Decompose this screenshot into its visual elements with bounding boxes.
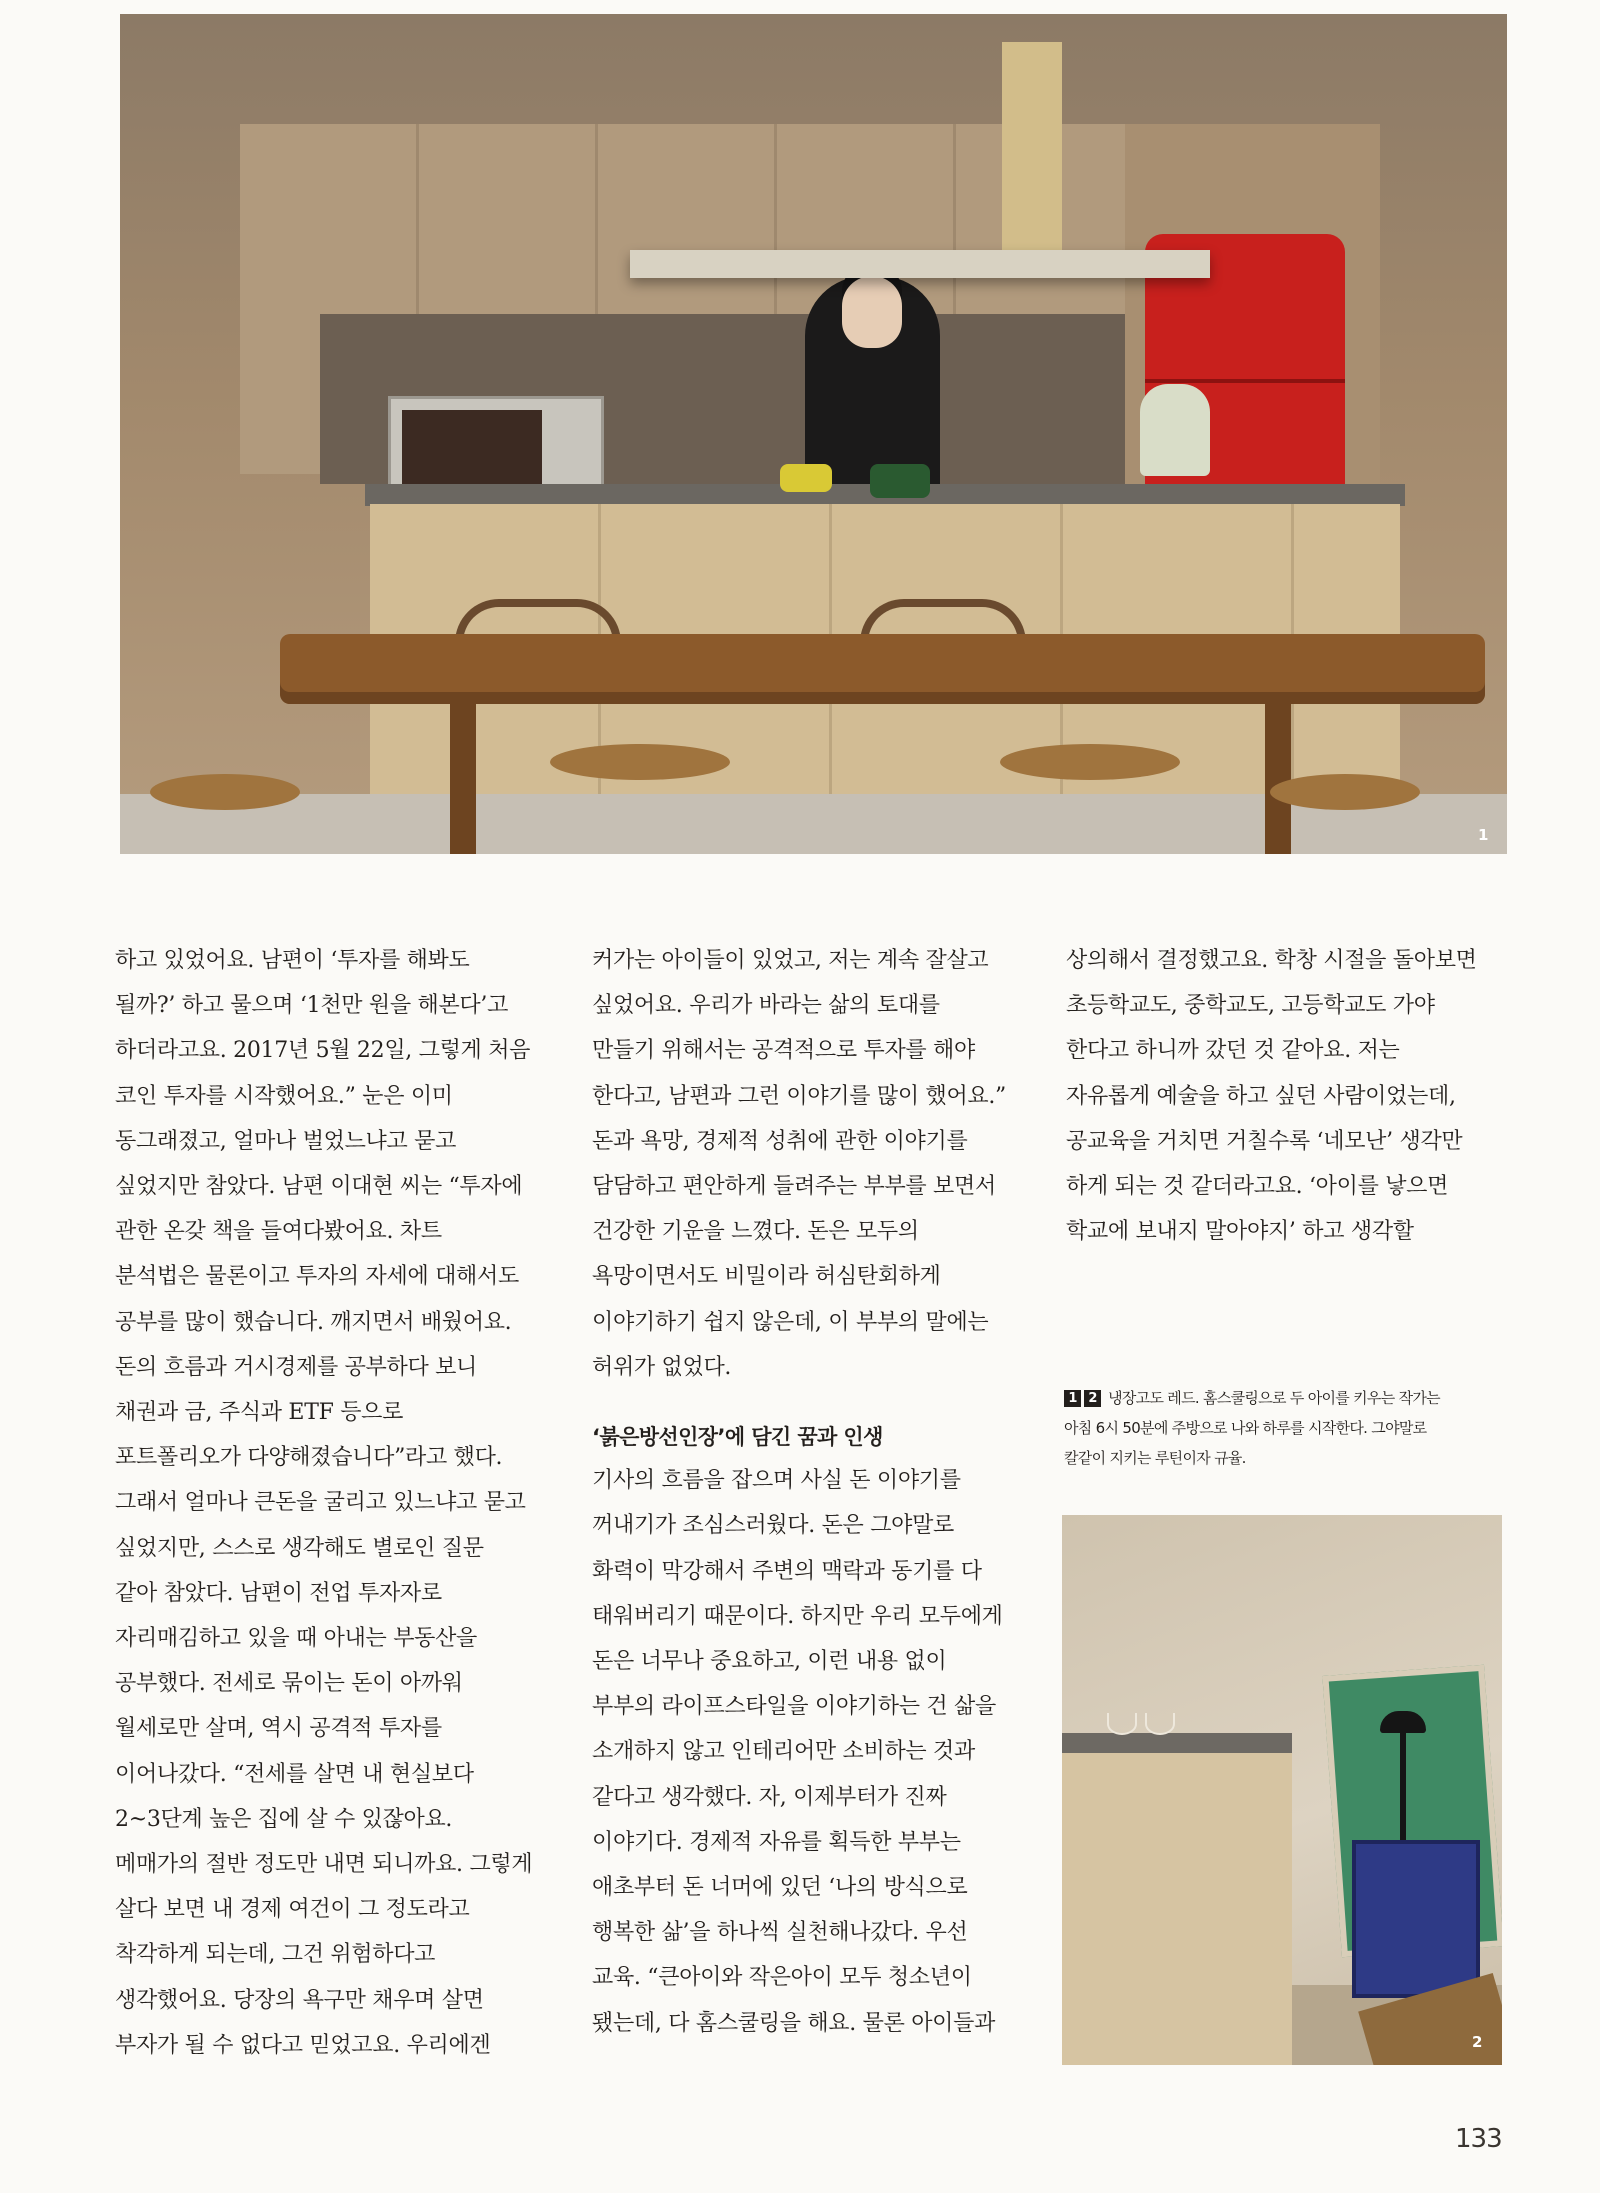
section-subheading: ‘붉은방선인장’에 담긴 꿈과 인생: [592, 1425, 883, 1450]
body-line: 부자가 될 수 없다고 믿었고요. 우리에겐: [115, 2032, 491, 2058]
body-line: 애초부터 돈 너머에 있던 ‘나의 방식으로: [592, 1875, 968, 1901]
body-line: 분석법은 물론이고 투자의 자세에 대해서도: [115, 1264, 519, 1290]
body-line: 관한 온갖 책을 들여다봤어요. 차트: [115, 1219, 442, 1245]
body-line: 커가는 아이들이 있었고, 저는 계속 잘살고: [592, 948, 989, 973]
body-line: 하고 있었어요. 남편이 ‘투자를 해봐도: [115, 948, 470, 973]
body-line: 만들기 위해서는 공격적으로 투자를 해야: [592, 1038, 975, 1064]
cocktail-glass: [1107, 1713, 1137, 1735]
floor-lamp: [1400, 1715, 1406, 1840]
caption-text: 냉장고도 레드. 홈스쿨링으로 두 아이를 키우는 작가는: [1108, 1389, 1440, 1407]
body-line: 욕망이면서도 비밀이라 허심탄회하게: [592, 1264, 941, 1290]
caption-line: [1064, 1383, 1514, 1413]
stand-mixer: [1140, 384, 1210, 476]
body-line: 돈과 욕망, 경제적 성취에 관한 이야기를: [592, 1128, 968, 1154]
photo-number: 2: [1472, 2033, 1483, 2051]
body-line: 태워버리기 때문이다. 하지만 우리 모두에게: [592, 1603, 1003, 1629]
body-line: 자리매김하고 있을 때 아내는 부동산을: [115, 1626, 478, 1652]
body-line: 동그래졌고, 얼마나 벌었느냐고 묻고: [115, 1128, 457, 1154]
body-line: 자유롭게 예술을 하고 싶던 사람이었는데,: [1066, 1083, 1456, 1109]
body-line: 공부했다. 전세로 묶이는 돈이 아까워: [115, 1671, 463, 1697]
body-line: 싶었지만, 스스로 생각해도 별로인 질문: [115, 1535, 484, 1561]
body-line: 싶었지만 참았다. 남편 이대현 씨는 “투자에: [115, 1174, 523, 1200]
interior-photo: [1062, 1515, 1502, 2065]
text-column-1: [115, 938, 545, 2068]
person-head: [842, 276, 902, 348]
body-line: 한다고 하니까 갔던 것 같아요. 저는: [1066, 1038, 1400, 1064]
counter: [1062, 1753, 1292, 2065]
body-line: 같아 참았다. 남편이 전업 투자자로: [115, 1580, 442, 1606]
caption-line: 아침 6시 50분에 주방으로 나와 하루를 시작한다. 그야말로: [1064, 1419, 1427, 1437]
body-line: 상의해서 결정했고요. 학창 시절을 돌아보면: [1066, 948, 1477, 973]
body-line: 꺼내기가 조심스러웠다. 돈은 그야말로: [592, 1513, 955, 1539]
body-line: 허위가 없었다.: [592, 1354, 732, 1380]
fridge-door-split: [1145, 379, 1345, 383]
blue-cabinet: [1352, 1840, 1480, 1998]
body-line: 살다 보면 내 경제 여건이 그 정도라고: [115, 1897, 470, 1923]
body-line: 됐는데, 다 홈스쿨링을 해요. 물론 아이들과: [592, 2010, 996, 2036]
body-line: 이어나갔다. “전세를 살면 내 현실보다: [115, 1761, 474, 1787]
body-line: 학교에 보내지 말아야지’ 하고 생각할: [1066, 1219, 1414, 1245]
chair-seat: [1270, 774, 1420, 810]
caption-line: 칼같이 지키는 루틴이자 규율.: [1064, 1449, 1246, 1467]
yellow-pot: [780, 464, 832, 492]
caption-number-badge: 1: [1064, 1390, 1081, 1407]
body-line: 돈은 너무나 중요하고, 이런 내용 없이: [592, 1649, 947, 1675]
body-line: 월세로만 살며, 역시 공격적 투자를: [115, 1716, 442, 1742]
chair-seat: [150, 774, 300, 810]
dining-table: [280, 634, 1485, 704]
text-column-3: [1066, 938, 1506, 1254]
text-column-2: [592, 938, 1032, 2046]
body-line: 메매가의 절반 정도만 내면 되니까요. 그렇게: [115, 1852, 533, 1878]
chair-seat: [550, 744, 730, 780]
body-line: 담담하고 편안하게 들려주는 부부를 보면서: [592, 1174, 996, 1200]
body-line: 코인 투자를 시작했어요.” 눈은 이미: [115, 1083, 453, 1109]
green-pot: [870, 464, 930, 498]
caption-number-badge: 2: [1084, 1390, 1101, 1407]
table-leg: [450, 704, 476, 854]
body-line: 부부의 라이프스타일을 이야기하는 건 삶을: [592, 1694, 996, 1720]
body-line: 화력이 막강해서 주변의 맥락과 동기를 다: [592, 1558, 982, 1584]
hood-column: [1002, 42, 1062, 272]
page-number: 133: [1455, 2124, 1502, 2154]
oven-window: [402, 410, 542, 484]
table-leg: [1265, 704, 1291, 854]
body-line: 공교육을 거치면 거칠수록 ‘네모난’ 생각만: [1066, 1128, 1463, 1154]
body-line: 초등학교도, 중학교도, 고등학교도 가야: [1066, 993, 1435, 1019]
body-line: 생각했어요. 당장의 욕구만 채우며 살면: [115, 1987, 484, 2013]
body-line: 그래서 얼마나 큰돈을 굴리고 있느냐고 묻고: [115, 1490, 526, 1516]
body-line: 소개하지 않고 인테리어만 소비하는 것과: [592, 1739, 975, 1765]
body-line: 공부를 많이 했습니다. 깨지면서 배웠어요.: [115, 1309, 512, 1335]
body-line: 돈의 흐름과 거시경제를 공부하다 보니: [115, 1354, 478, 1380]
body-line: 같다고 생각했다. 자, 이제부터가 진짜: [592, 1784, 947, 1810]
body-line: 행복한 삶’을 하나씩 실천해나갔다. 우선: [592, 1920, 968, 1946]
body-line: 이야기하기 쉽지 않은데, 이 부부의 말에는: [592, 1309, 989, 1335]
body-line: 하게 되는 것 같더라고요. ‘아이를 낳으면: [1066, 1174, 1449, 1200]
kitchen-photo: [120, 14, 1507, 854]
range-hood: [630, 250, 1210, 278]
lamp-shade: [1380, 1711, 1426, 1733]
body-line: 싶었어요. 우리가 바라는 삶의 토대를: [592, 993, 940, 1019]
counter-top: [1062, 1733, 1292, 1755]
photo-number: 1: [1478, 826, 1489, 844]
body-line: 될까?’ 하고 물으며 ‘1천만 원을 해본다’고: [115, 993, 509, 1019]
body-line: 2~3단계 높은 집에 살 수 있잖아요.: [115, 1806, 453, 1832]
body-line: 교육. “큰아이와 작은아이 모두 청소년이: [592, 1965, 972, 1991]
cocktail-glass: [1145, 1713, 1175, 1735]
body-line: 포트폴리오가 다양해졌습니다”라고 했다.: [115, 1445, 503, 1471]
body-line: 건강한 기운을 느꼈다. 돈은 모두의: [592, 1219, 919, 1245]
body-line: 한다고, 남편과 그런 이야기를 많이 했어요.”: [592, 1083, 1006, 1109]
chair-seat: [1000, 744, 1180, 780]
body-line: 이야기다. 경제적 자유를 획득한 부부는: [592, 1829, 961, 1855]
body-line: 착각하게 되는데, 그건 위험하다고: [115, 1942, 436, 1968]
photo-caption: [1064, 1383, 1514, 1473]
body-line: 기사의 흐름을 잡으며 사실 돈 이야기를: [592, 1468, 961, 1494]
body-line: 채권과 금, 주식과 ETF 등으로: [115, 1400, 404, 1426]
body-line: 하더라고요. 2017년 5월 22일, 그렇게 처음: [115, 1038, 531, 1064]
